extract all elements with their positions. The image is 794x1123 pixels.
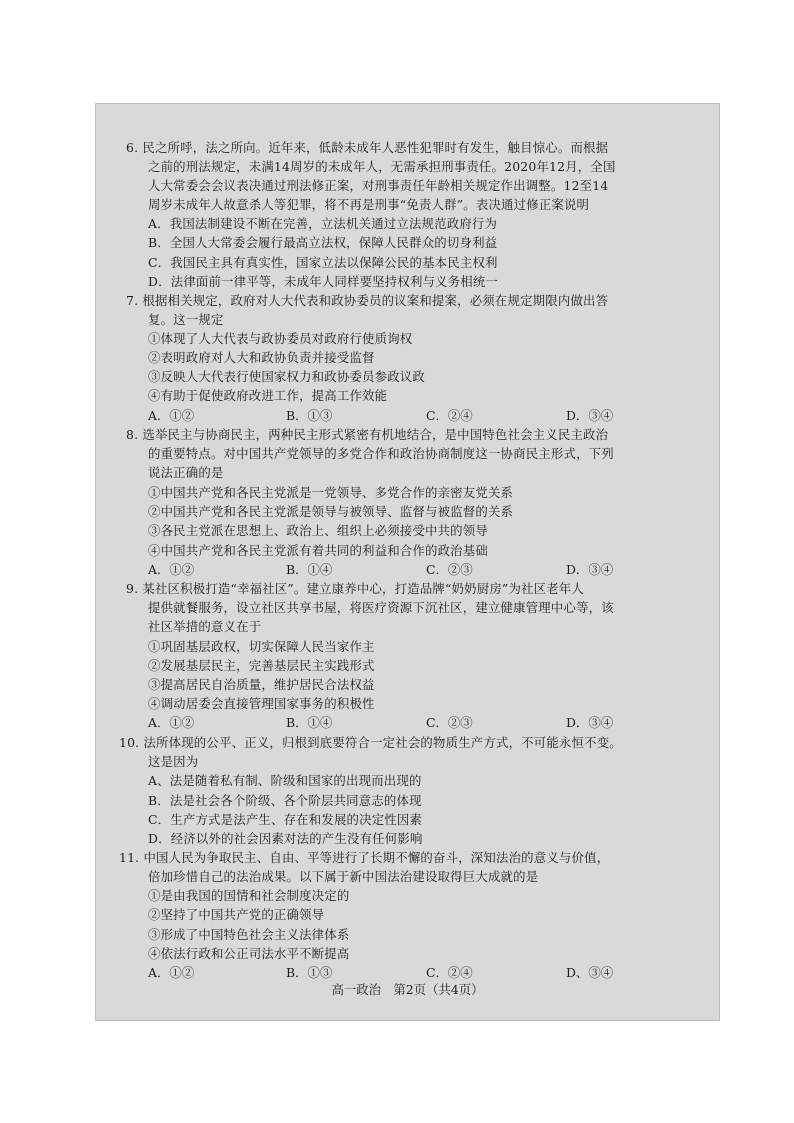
question-line: 倍加珍惜自己的法治成果。以下属于新中国法治建设取得巨大成就的是 [148,869,539,884]
exam-page [95,103,720,1021]
answer-option: D．③④ [566,562,614,577]
question-line: D．经济以外的社会因素对法的产生没有任何影响 [148,831,423,846]
question-stem: 7. 根据相关规定，政府对人大代表和政协委员的议案和提案，必须在规定期限内做出答 [126,293,609,308]
question-line: 周岁未成年人故意杀人等犯罪，将不再是刑事“免责人群”。表决通过修正案说明 [148,197,590,212]
question-stem: 6. 民之所呼，法之所向。近年来，低龄未成年人恶性犯罪时有发生，触目惊心。而根据 [126,140,609,155]
question-line: D．法律面前一律平等，未成年人同样要坚持权利与义务相统一 [148,274,499,289]
question-line: ①巩固基层政权，切实保障人民当家作主 [148,639,375,654]
question-stem: 10. 法所体现的公平、正义，归根到底要符合一定社会的物质生产方式，不可能永恒不变。 [119,735,622,750]
question-stem: 9. 某社区积极打造“幸福社区”。建立康养中心，打造品牌“奶奶厨房”为社区老年人 [126,581,584,596]
question-line: A．我国法制建设不断在完善，立法机关通过立法规范政府行为 [148,216,498,231]
answer-option: C．②③ [426,562,473,577]
answer-option: D．③④ [566,408,614,423]
question-line: ②表明政府对人大和政协负责并接受监督 [148,350,375,365]
answer-option: B．①④ [286,562,333,577]
question-line: ②发展基层民主，完善基层民主实践形式 [148,658,375,673]
answer-option: D、③④ [566,965,614,980]
page-footer: 高一政治 第2页（共4页） [331,982,484,997]
question-line: B．全国人大常委会履行最高立法权，保障人民群众的切身利益 [148,235,498,250]
question-line: ③提高居民自治质量，维护居民合法权益 [148,677,375,692]
question-line: ①体现了人大代表与政协委员对政府行使质询权 [148,331,413,346]
question-line: ①中国共产党和各民主党派是一党领导、多党合作的亲密友党关系 [148,485,514,500]
answer-option: A．①② [148,562,195,577]
answer-option: A．①② [148,965,195,980]
answer-option: B．①③ [286,408,333,423]
question-line: 之前的刑法规定，未满14周岁的未成年人，无需承担刑事责任。2020年12月，全国 [148,159,616,174]
question-line: ③形成了中国特色社会主义法律体系 [148,927,350,942]
question-stem: 11. 中国人民为争取民主、自由、平等进行了长期不懈的奋斗，深知法治的意义与价值， [119,850,610,865]
question-line: ②坚持了中国共产党的正确领导 [148,907,325,922]
question-line: 这是因为 [148,754,199,769]
answer-option: C．②③ [426,715,473,730]
answer-option: D．③④ [566,715,614,730]
question-line: B．法是社会各个阶级、各个阶层共同意志的体现 [148,793,422,808]
question-line: 说法正确的是 [148,465,224,480]
question-line: ①是由我国的国情和社会制度决定的 [148,888,350,903]
question-line: 社区举措的意义在于 [148,619,262,634]
question-line: ②中国共产党和各民主党派是领导与被领导、监督与被监督的关系 [148,504,514,519]
question-line: ④中国共产党和各民主党派有着共同的利益和合作的政治基础 [148,543,488,558]
question-line: 人大常委会会议表决通过刑法修正案，对刑事责任年龄相关规定作出调整。12至14 [148,178,609,193]
answer-option: C．②④ [426,965,473,980]
question-line: ④依法行政和公正司法水平不断提高 [148,946,350,961]
answer-option: B．①③ [286,965,333,980]
question-line: A、法是随着私有制、阶级和国家的出现而出现的 [148,773,422,788]
question-line: ③反映人大代表行使国家权力和政协委员参政议政 [148,369,425,384]
question-line: 复。这一规定 [148,312,224,327]
answer-option: A．①② [148,408,195,423]
question-line: ③各民主党派在思想上、政治上、组织上必须接受中共的领导 [148,523,488,538]
question-line: 提供就餐服务，设立社区共享书屋，将医疗资源下沉社区，建立健康管理中心等，该 [148,600,614,615]
question-line: C．我国民主具有真实性，国家立法以保障公民的基本民主权利 [148,255,498,270]
question-line: ④有助于促使政府改进工作，提高工作效能 [148,388,388,403]
question-stem: 8. 选举民主与协商民主，两种民主形式紧密有机地结合，是中国特色社会主义民主政治 [126,427,609,442]
question-line: C．生产方式是法产生、存在和发展的决定性因素 [148,812,423,827]
answer-option: A．①② [148,715,195,730]
answer-option: B．①④ [286,715,333,730]
question-line: 的重要特点。对中国共产党领导的多党合作和政治协商制度这一协商民主形式，下列 [148,446,614,461]
question-line: ④调动居委会直接管理国家事务的积极性 [148,696,375,711]
answer-option: C．②④ [426,408,473,423]
